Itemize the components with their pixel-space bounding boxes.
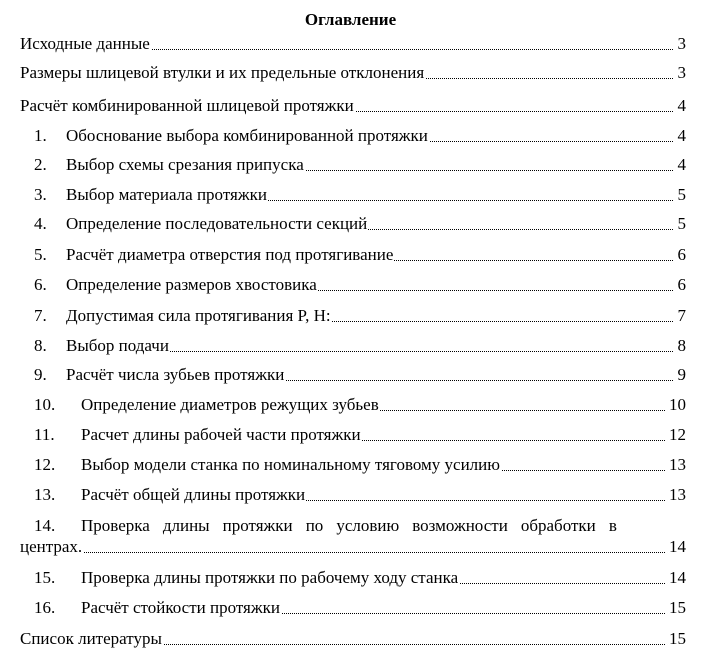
toc-entry-title: Проверка длины протяжки по рабочему ходу станка	[81, 568, 459, 587]
toc-entry-references[interactable]	[0, 628, 701, 650]
toc-entry-title: Выбор подачи	[66, 336, 169, 355]
toc-entry-page: 4	[677, 155, 686, 174]
toc-entry-11[interactable]	[0, 424, 701, 446]
toc-entry-title: Исходные данные	[20, 34, 150, 53]
toc-entry-title: Расчёт комбинированной шлицевой протяжки	[20, 96, 354, 115]
toc-entry-number: 6.	[34, 275, 47, 294]
toc-entry-2[interactable]	[0, 154, 701, 176]
toc-entry-title: Расчёт общей длины протяжки	[81, 485, 306, 504]
toc-entry-page: 8	[677, 336, 686, 355]
toc-entry-title: Определение последовательности секций	[66, 214, 368, 233]
toc-entry-broach-calculation[interactable]	[0, 95, 701, 117]
toc-entry-title-line-1: Проверка длины протяжки по условию возможности обработки в	[81, 516, 617, 535]
toc-entry-page: 7	[677, 306, 686, 325]
toc-entry-page: 13	[669, 485, 686, 504]
toc-entry-title: Расчёт стойкости протяжки	[81, 598, 280, 617]
toc-entry-page: 14	[669, 568, 686, 587]
toc-entry-page: 3	[677, 34, 686, 53]
toc-entry-page: 5	[677, 214, 686, 233]
leader-dots	[20, 551, 665, 553]
toc-entry-number: 12.	[34, 455, 56, 474]
toc-entry-number: 14.	[34, 516, 56, 535]
toc-entry-number: 1.	[34, 126, 47, 145]
toc-entry-page: 5	[677, 185, 686, 204]
toc-entry-number: 16.	[34, 598, 56, 617]
toc-entry-page: 6	[677, 245, 686, 264]
toc-entry-title: Выбор схемы срезания припуска	[66, 155, 304, 174]
toc-entry-title: Расчет длины рабочей части протяжки	[81, 425, 361, 444]
toc-entry-page: 6	[677, 275, 686, 294]
toc-entry-number: 7.	[34, 306, 47, 325]
toc-entry-15[interactable]	[0, 567, 701, 589]
toc-entry-page: 4	[677, 126, 686, 145]
toc-entry-page: 15	[669, 629, 686, 648]
toc-entry-title: Расчёт диаметра отверстия под протягивание	[66, 245, 394, 264]
toc-entry-title: Выбор материала протяжки	[66, 185, 267, 204]
toc-entry-page: 14	[669, 537, 686, 556]
toc-entry-source-data[interactable]	[0, 33, 701, 55]
toc-entry-title: Допустимая сила протягивания P, H:	[66, 306, 331, 325]
toc-entry-number: 10.	[34, 395, 56, 414]
toc-entry-page: 9	[677, 365, 686, 384]
toc-entry-title: Выбор модели станка по номинальному тяговому усилию	[81, 455, 500, 474]
toc-entry-number: 2.	[34, 155, 47, 174]
toc-entry-page: 3	[677, 63, 686, 82]
toc-entry-title: Список литературы	[20, 629, 162, 648]
toc-entry-page: 15	[669, 598, 686, 617]
toc-entry-title-line-2: центрах.	[20, 537, 83, 556]
toc-entry-5[interactable]	[0, 244, 701, 266]
toc-entry-number: 4.	[34, 214, 47, 233]
toc-entry-number: 9.	[34, 365, 47, 384]
toc-entry-16[interactable]	[0, 597, 701, 619]
toc-entry-7[interactable]	[0, 305, 701, 327]
toc-entry-number: 8.	[34, 336, 47, 355]
toc-entry-4[interactable]	[0, 213, 701, 235]
toc-entry-6[interactable]	[0, 274, 701, 296]
toc-entry-12[interactable]	[0, 454, 701, 476]
toc-entry-title: Обоснование выбора комбинированной протяжки	[66, 126, 428, 145]
page-title: Оглавление	[304, 10, 397, 29]
toc-entry-title: Определение диаметров режущих зубьев	[81, 395, 379, 414]
toc-entry-number: 11.	[34, 425, 55, 444]
toc-entry-13[interactable]	[0, 484, 701, 506]
toc-entry-number: 15.	[34, 568, 56, 587]
toc-entry-page: 12	[669, 425, 686, 444]
toc-entry-14[interactable]	[0, 515, 701, 537]
toc-entry-page: 4	[677, 96, 686, 115]
toc-entry-number: 5.	[34, 245, 47, 264]
toc-entry-14-continued[interactable]	[0, 536, 701, 558]
toc-entry-title: Определение размеров хвостовика	[66, 275, 317, 294]
toc-entry-title: Расчёт числа зубьев протяжки	[66, 365, 285, 384]
toc-entry-number: 13.	[34, 485, 56, 504]
toc-entry-3[interactable]	[0, 184, 701, 206]
toc-entry-8[interactable]	[0, 335, 701, 357]
toc-entry-9[interactable]	[0, 364, 701, 386]
toc-entry-page: 10	[669, 395, 686, 414]
toc-entry-sleeve-dimensions[interactable]	[0, 62, 701, 84]
toc-entry-10[interactable]	[0, 394, 701, 416]
toc-entry-page: 13	[669, 455, 686, 474]
toc-entry-1[interactable]	[0, 125, 701, 147]
toc-entry-number: 3.	[34, 185, 47, 204]
toc-entry-title: Размеры шлицевой втулки и их предельные отклонения	[20, 63, 425, 82]
